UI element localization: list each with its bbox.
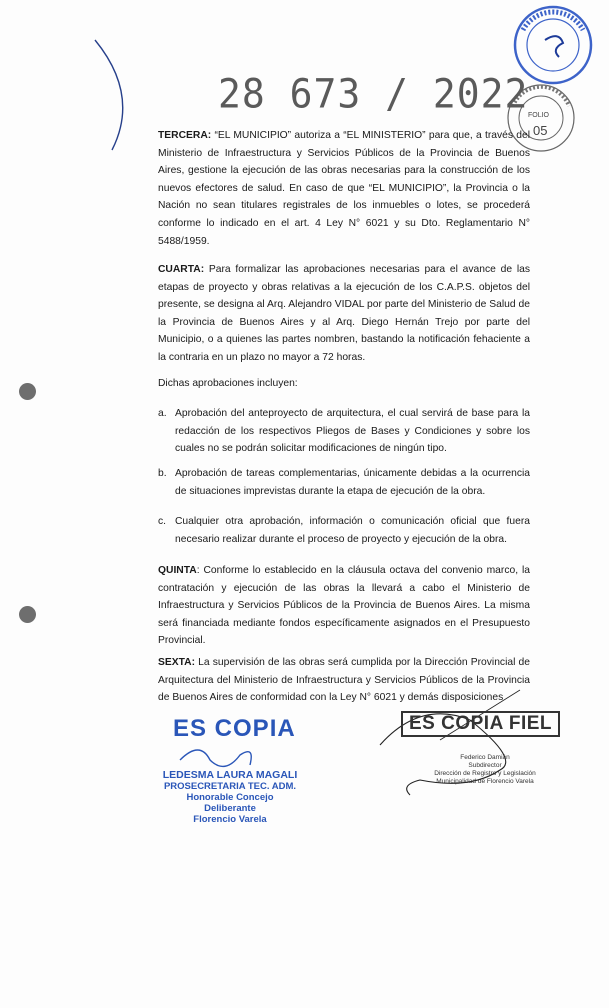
- list-item-text: Aprobación del anteproyecto de arquitectura, el cual servirá de base para la redacción de los respectivos Pliegos de Bases y Condiciones y sobre los cuales no se podrán solicitar modificaciones de ningún tipo.: [175, 408, 530, 455]
- clause-label: SEXTA:: [158, 657, 195, 668]
- clause-label: QUINTA: [158, 565, 197, 576]
- punch-hole: [19, 383, 36, 400]
- list-marker: c.: [158, 516, 167, 527]
- margin-arc: [95, 40, 123, 150]
- clause-sexta: [158, 654, 530, 707]
- clause-tercera: [158, 127, 530, 250]
- clause-cuarta: [158, 261, 530, 367]
- signatory-line: Municipalidad de Florencio Varela: [436, 778, 534, 785]
- punch-hole: [19, 606, 36, 623]
- signatory-line: Dirección de Registro y Legislación: [434, 770, 536, 777]
- list-marker: b.: [158, 468, 167, 479]
- folio-number: 05: [533, 123, 548, 138]
- list-item: [158, 405, 530, 458]
- clause-text: La supervisión de las obras será cumplida por la Dirección Provincial de Arquitectura del Ministerio de Infraestructura y Servicios Públicos de la Provincia de Buenos Aires de conformidad con la Ley N° 6021 y demás disposiciones: [158, 657, 530, 704]
- copy-stamp: ES COPIA: [173, 715, 296, 742]
- list-item-text: Aprobación de tareas complementarias, únicamente debidas a la ocurrencia de situaciones imprevistas durante la etapa de ejecución de la obra.: [175, 468, 530, 497]
- clause-label: CUARTA:: [158, 264, 205, 275]
- signatory-line: Subdirector: [468, 762, 502, 769]
- signatory-line: Federico Damián: [460, 754, 510, 761]
- list-item: [158, 465, 530, 500]
- left-signatory-block: [160, 770, 300, 825]
- clause-text: “EL MUNICIPIO” autoriza a “EL MINISTERIO” para que, a través del Ministerio de Infraestructura y Servicios Públicos de la Provincia de Buenos Aires, gestione la ejecución de las obras necesarias para la construcción de los nuevos efectores de salud. En caso de que “EL MUNICIPIO”, la Provincia o la Nación no sean titulares registrales de los inmuebles o lotes, se procederá conforme lo indicado en el art. 4 Ley N° 6021 y su Dto. Reglamentario N° 5488/1959.: [158, 130, 530, 247]
- approvals-intro: Dichas aprobaciones incluyen:: [158, 378, 298, 389]
- list-item: [158, 513, 530, 548]
- signatory-line: PROSECRETARIA TEC. ADM.: [163, 781, 297, 792]
- right-signatory-block: [410, 754, 560, 786]
- folio-label: FOLIO: [528, 112, 550, 119]
- list-item-text: Cualquier otra aprobación, información o comunicación oficial que fuera necesario realizar durante el proceso de proyecto y ejecución de la obra.: [175, 516, 530, 545]
- clause-quinta: [158, 562, 530, 650]
- signatory-line: Florencio Varela: [193, 814, 267, 825]
- left-signature: [180, 750, 251, 766]
- document-number: 28 673 / 2022: [218, 70, 529, 118]
- list-marker: a.: [158, 408, 167, 419]
- signatory-line: LEDESMA LAURA MAGALI: [162, 769, 298, 781]
- clause-text: : Conforme lo establecido en la cláusula octava del convenio marco, la contratación y ejecución de las obras la llevará a cabo el Ministerio de Infraestructura y Servicios Públicos de la Provincia de Buenos Aires. La misma será financiada mediante fondos específicamente asignados en el Presupuesto Provincial.: [158, 565, 530, 647]
- certified-copy-stamp: ES COPIA FIEL: [401, 711, 560, 737]
- clause-label: TERCERA:: [158, 130, 212, 141]
- signatory-line: Honorable Concejo Deliberante: [186, 792, 274, 814]
- clause-text: Para formalizar las aprobaciones necesarias para el avance de las etapas de proyecto y obras relativas a la ejecución de los C.A.P.S. objetos del presente, se designa al Arq. Alejandro VIDAL por parte del Ministerio de Salud de la Provincia de Buenos Aires y al Arq. Diego Hernán Trejo por parte del Municipio, o a quienes las partes nombren, bastando la notificación fehaciente a la contraria en un plazo no mayor a 72 horas.: [158, 264, 530, 363]
